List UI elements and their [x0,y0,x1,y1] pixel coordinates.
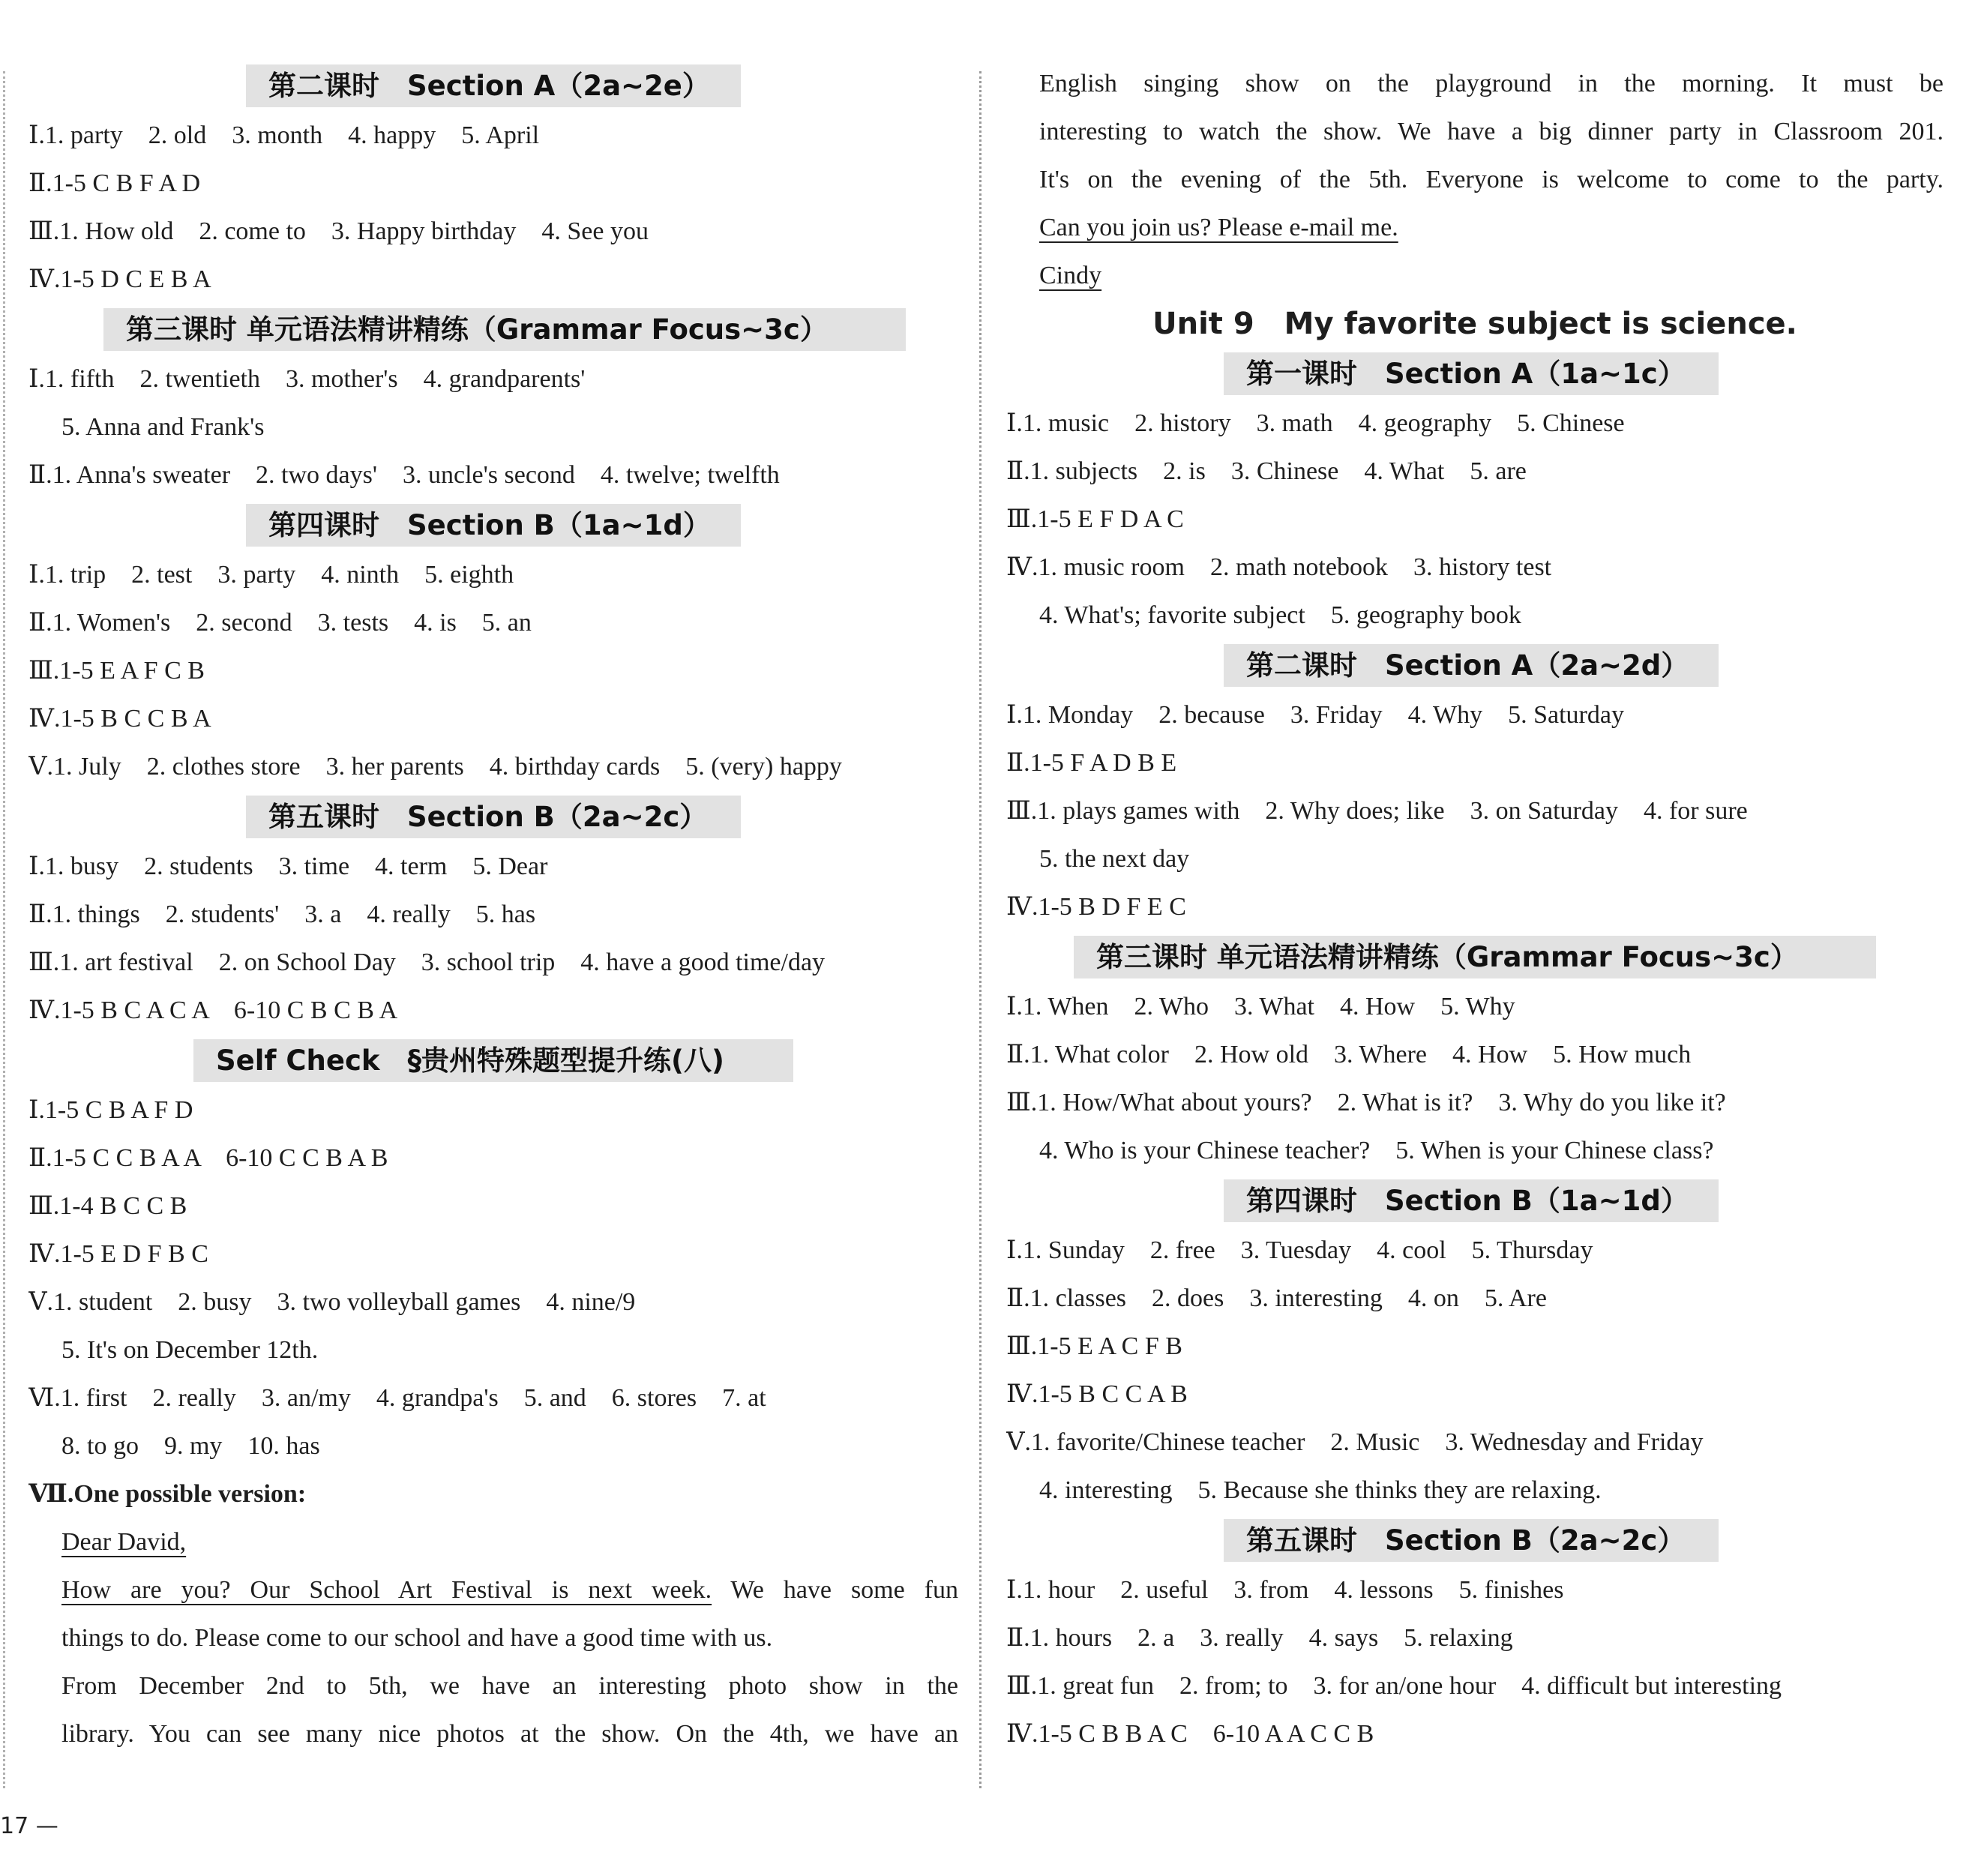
line-text: Ⅱ.1. hours 2. a 3. really 4. says 5. relaxing [1006,1624,1513,1652]
answer-line [28,987,958,1035]
answer-line [28,1614,958,1662]
answer-line [1006,1419,1944,1467]
answer-line [28,939,958,987]
answer-line [28,843,958,891]
section-heading: 第五课时 Section B（2a~2c） [1224,1519,1719,1562]
line-text: Ⅴ.1. favorite/Chinese teacher 2. Music 3. Wednesday and Friday [1006,1428,1704,1456]
answer-line [1006,1566,1944,1614]
right-column [1006,60,1944,1758]
line-text: Ⅱ.1. What color 2. How old 3. Where 4. How 5. How much [1006,1041,1692,1068]
line-text: Cindy [1039,262,1102,289]
line-text: Ⅰ.1-5 C B A F D [28,1096,193,1124]
line-text: Ⅲ.1. How/What about yours? 2. What is it? 3. Why do you like it? [1006,1089,1726,1116]
answer-line [1006,883,1944,931]
line-text: Ⅰ.1. fifth 2. twentieth 3. mother's 4. grandparents' [28,365,586,393]
answer-line [28,599,958,647]
answer-line [28,1566,958,1614]
line-text: Ⅱ.1. subjects 2. is 3. Chinese 4. What 5. are [1006,457,1527,485]
answer-line [28,1422,958,1470]
line-text: English singing show on the playground in the morning. It must be [1039,70,1944,97]
answer-line [1006,156,1944,204]
answer-line [1006,544,1944,592]
line-text: Ⅲ.1. plays games with 2. Why does; like 3. on Saturday 4. for sure [1006,797,1748,825]
line-text: Ⅰ.1. Monday 2. because 3. Friday 4. Why 5. Saturday [1006,701,1624,729]
line-text: We have some fun [712,1576,958,1604]
answer-line [1006,1614,1944,1662]
section-heading: 第二课时 Section A（2a~2d） [1224,644,1719,687]
page-edge-line [3,71,5,1788]
underlined-text: How are you? Our School Art Festival is next week. [61,1576,712,1604]
left-column [28,60,958,1758]
answer-line [28,1230,958,1278]
answer-line [1006,983,1944,1031]
line-text: Ⅴ.1. student 2. busy 3. two volleyball games 4. nine/9 [28,1288,636,1316]
line-text: 4. What's; favorite subject 5. geography book [1039,601,1521,629]
answer-line [1006,1662,1944,1710]
line-text: Ⅲ.1. great fun 2. from; to 3. for an/one hour 4. difficult but interesting [1006,1672,1782,1700]
section-heading: 第四课时 Section B（1a~1d） [246,504,741,547]
answer-line [1006,496,1944,544]
answer-line [28,1086,958,1134]
line-text: Ⅳ.1-5 C B B A C 6-10 A A C C B [1006,1720,1374,1748]
answer-line [1006,835,1944,883]
line-text: Ⅳ.1-5 B C C A B [1006,1380,1188,1408]
line-text: Ⅳ.1-5 B C C B A [28,705,211,733]
answer-line [1006,252,1944,300]
answer-line [1006,1710,1944,1758]
unit-title: Unit 9 My favorite subject is science. [1152,307,1797,341]
answer-line [28,256,958,304]
line-text: Ⅳ.1-5 B D F E C [1006,893,1186,921]
line-text: Ⅱ.1-5 F A D B E [1006,749,1177,777]
answer-line [28,160,958,208]
answer-line [1006,1227,1944,1275]
line-text: Ⅶ.One possible version: [28,1480,307,1508]
answer-line [28,1134,958,1182]
answer-line [1006,204,1944,252]
line-text: Ⅰ.1. music 2. history 3. math 4. geography 5. Chinese [1006,409,1625,437]
line-text: things to do. Please come to our school and have a good time with us. [61,1624,773,1652]
line-text: Ⅱ.1. Anna's sweater 2. two days' 3. uncle's second 4. twelve; twelfth [28,461,780,489]
answer-line [1006,1323,1944,1371]
line-text: Ⅰ.1. trip 2. test 3. party 4. ninth 5. eighth [28,561,514,589]
column-divider [979,71,982,1788]
line-text: Ⅱ.1. things 2. students' 3. a 4. really 5. has [28,901,536,928]
line-text: It's on the evening of the 5th. Everyone is welcome to come to the party. [1039,166,1944,193]
answer-line [1006,1031,1944,1079]
answer-line [28,743,958,791]
line-text: Ⅱ.1-5 C B F A D [28,169,201,197]
section-heading: 第一课时 Section A（1a~1c） [1224,352,1719,395]
answer-line [1006,592,1944,640]
answer-line [28,451,958,499]
answer-line [1006,691,1944,739]
line-text: Ⅲ.1-4 B C C B [28,1192,187,1220]
answer-line [1006,1079,1944,1127]
answer-line [1006,787,1944,835]
answer-line [1006,739,1944,787]
answer-line [28,208,958,256]
line-text: Ⅲ.1-5 E A C F B [1006,1332,1182,1360]
line-text: 5. Anna and Frank's [61,413,265,441]
line-text: 4. interesting 5. Because she thinks they are relaxing. [1039,1476,1602,1504]
answer-line [28,551,958,599]
line-text: Ⅰ.1. When 2. Who 3. What 4. How 5. Why [1006,993,1515,1020]
line-text: Ⅳ.1-5 B C A C A 6-10 C B C B A [28,996,398,1024]
line-text: Ⅲ.1-5 E F D A C [1006,505,1184,533]
line-text: Ⅰ.1. hour 2. useful 3. from 4. lessons 5. finishes [1006,1576,1564,1604]
line-text: Ⅳ.1-5 D C E B A [28,265,211,293]
answer-line [28,1182,958,1230]
answer-line [28,1374,958,1422]
answer-line [1006,1127,1944,1175]
section-heading: 第三课时 单元语法精讲精练（Grammar Focus~3c） [103,308,906,351]
section-heading: Self Check §贵州特殊题型提升练(八) [193,1039,793,1082]
answer-line [28,1518,958,1566]
answer-line [28,1278,958,1326]
line-text: Ⅲ.1. How old 2. come to 3. Happy birthday 4. See you [28,217,649,245]
answer-line [1006,108,1944,156]
line-text: Can you join us? Please e-mail me. [1039,214,1398,241]
line-text: 5. the next day [1039,845,1190,873]
answer-line [28,355,958,403]
line-text: Ⅰ.1. party 2. old 3. month 4. happy 5. April [28,121,540,149]
line-text: Ⅴ.1. July 2. clothes store 3. her parents 4. birthday cards 5. (very) happy [28,753,842,781]
section-heading: 第二课时 Section A（2a~2e） [246,64,741,107]
line-text: Ⅱ.1. Women's 2. second 3. tests 4. is 5. an [28,609,532,637]
answer-line [1006,1467,1944,1515]
answer-line [1006,1371,1944,1419]
section-heading: 第三课时 单元语法精讲精练（Grammar Focus~3c） [1074,936,1876,978]
answer-line [1006,1275,1944,1323]
page-number: 17 — [0,1813,58,1839]
section-heading: 第五课时 Section B（2a~2c） [246,796,741,838]
answer-line [28,112,958,160]
answer-line [28,1662,958,1710]
line-text: Ⅳ.1-5 E D F B C [28,1240,208,1268]
answer-line [28,891,958,939]
line-text: Ⅵ.1. first 2. really 3. an/my 4. grandpa's 5. and 6. stores 7. at [28,1384,766,1412]
line-text: 8. to go 9. my 10. has [61,1432,320,1460]
line-text: 5. It's on December 12th. [61,1336,319,1364]
answer-line [1006,400,1944,448]
answer-line [28,403,958,451]
line-text: interesting to watch the show. We have a big dinner party in Classroom 201. [1039,118,1944,145]
line-text: Ⅱ.1-5 C C B A A 6-10 C C B A B [28,1144,388,1172]
section-heading: 第四课时 Section B（1a~1d） [1224,1179,1719,1222]
answer-line [28,695,958,743]
line-text: 4. Who is your Chinese teacher? 5. When is your Chinese class? [1039,1137,1714,1164]
answer-line [28,1326,958,1374]
answer-line [28,1470,958,1518]
line-text: Ⅰ.1. Sunday 2. free 3. Tuesday 4. cool 5. Thursday [1006,1236,1593,1264]
line-text: Ⅲ.1. art festival 2. on School Day 3. school trip 4. have a good time/day [28,948,826,976]
line-text: Ⅱ.1. classes 2. does 3. interesting 4. on 5. Are [1006,1284,1547,1312]
line-text: Ⅲ.1-5 E A F C B [28,657,205,685]
answer-line [1006,448,1944,496]
answer-line [28,647,958,695]
line-text: Ⅰ.1. busy 2. students 3. time 4. term 5. Dear [28,853,548,880]
line-text: Ⅳ.1. music room 2. math notebook 3. history test [1006,553,1552,581]
line-text: From December 2nd to 5th, we have an interesting photo show in the [61,1672,958,1700]
answer-line [28,1710,958,1758]
line-text: Dear David, [61,1528,187,1556]
answer-line [1006,60,1944,108]
line-text: library. You can see many nice photos at the show. On the 4th, we have an [61,1720,958,1748]
